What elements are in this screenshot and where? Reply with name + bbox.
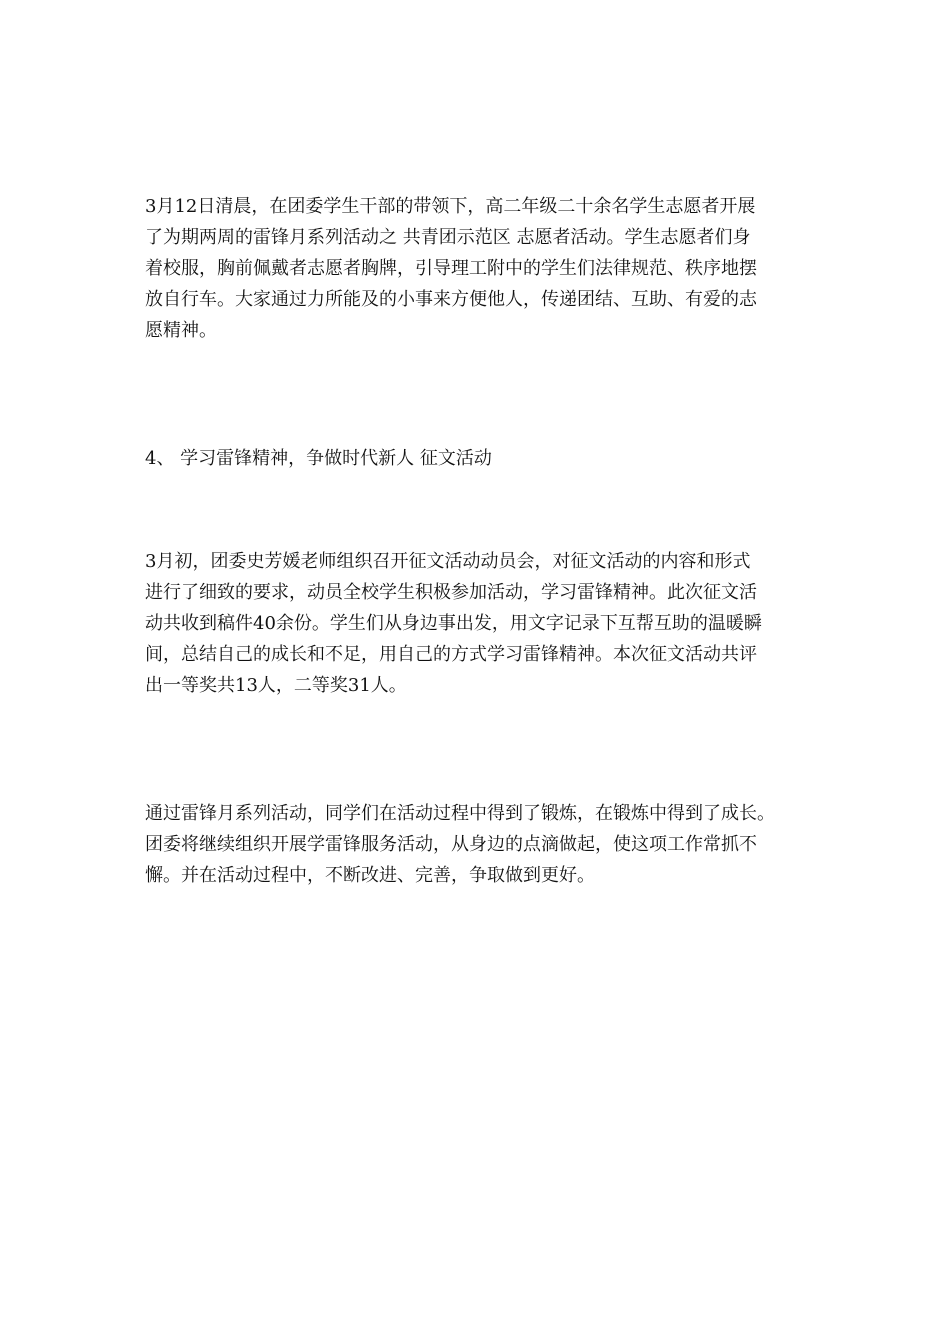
text-line: 了为期两周的雷锋月系列活动之 共青团示范区 志愿者活动。学生志愿者们身 — [145, 227, 751, 248]
section-heading-text: 4、 学习雷锋精神，争做时代新人 征文活动 — [145, 448, 492, 469]
text-line: 出一等奖共13人，二等奖31人。 — [145, 675, 407, 696]
text-line: 懈。并在活动过程中，不断改进、完善，争取做到更好。 — [145, 865, 595, 886]
text-line: 间，总结自己的成长和不足，用自己的方式学习雷锋精神。本次征文活动共评 — [145, 644, 757, 665]
text-line: 着校服，胸前佩戴者志愿者胸牌，引导理工附中的学生们法律规范、秩序地摆 — [145, 258, 757, 279]
text-line: 动共收到稿件40余份。学生们从身边事出发，用文字记录下互帮互助的温暖瞬 — [145, 613, 762, 634]
paragraph-volunteer-activity — [145, 191, 825, 346]
section-heading-4 — [145, 443, 825, 474]
text-line: 进行了细致的要求，动员全校学生积极参加活动，学习雷锋精神。此次征文活 — [145, 582, 757, 603]
text-line: 3月初，团委史芳媛老师组织召开征文活动动员会，对征文活动的内容和形式 — [145, 551, 751, 572]
text-line: 通过雷锋月系列活动，同学们在活动过程中得到了锻炼，在锻炼中得到了成长。 — [145, 803, 775, 824]
text-line: 团委将继续组织开展学雷锋服务活动，从身边的点滴做起，使这项工作常抓不 — [145, 834, 757, 855]
paragraph-essay-contest — [145, 546, 825, 701]
text-line: 放自行车。大家通过力所能及的小事来方便他人，传递团结、互助、有爱的志 — [145, 289, 757, 310]
text-line: 3月12日清晨，在团委学生干部的带领下，高二年级二十余名学生志愿者开展 — [145, 196, 756, 217]
paragraph-conclusion — [145, 798, 825, 891]
text-line: 愿精神。 — [145, 320, 217, 341]
